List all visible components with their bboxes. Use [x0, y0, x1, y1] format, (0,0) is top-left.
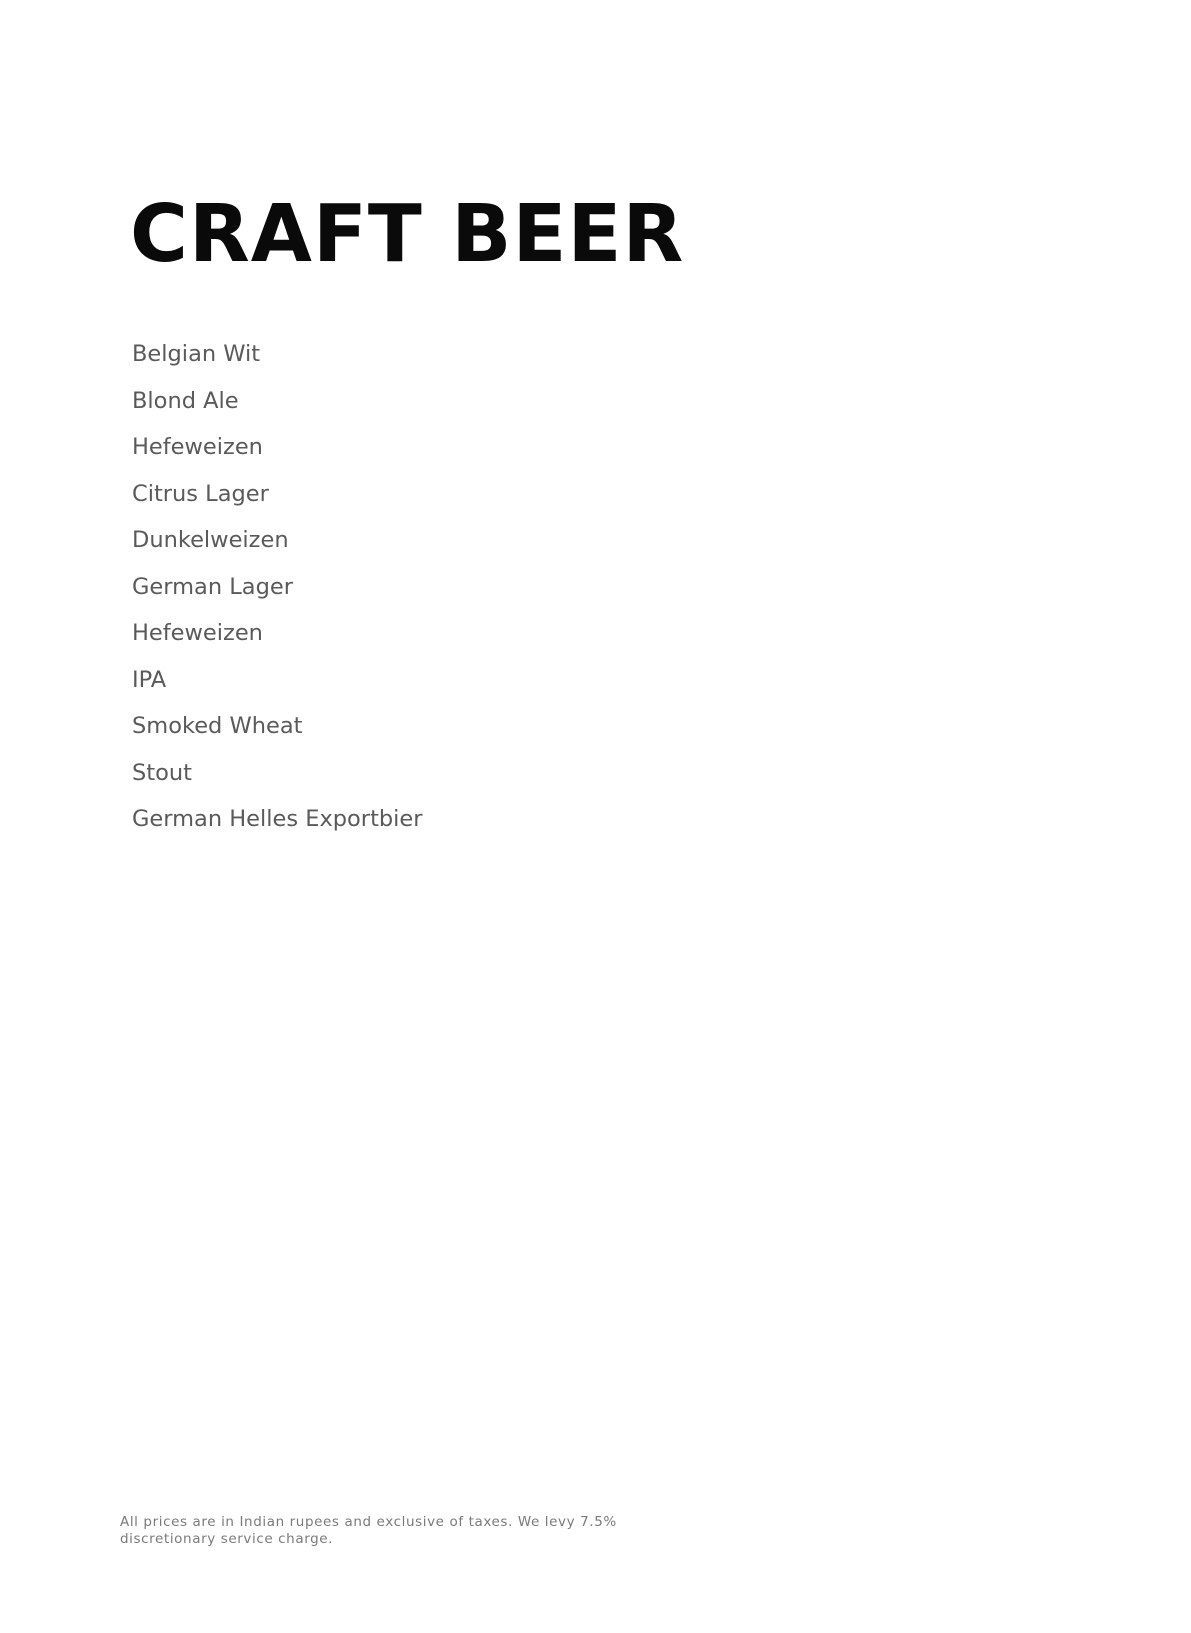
beer-item: Smoked Wheat: [132, 713, 303, 739]
beer-item: Blond Ale: [132, 387, 239, 414]
beer-item: German Lager: [132, 573, 293, 600]
footer-note: All prices are in Indian rupees and exclusive of taxes. We levy 7.5% discretionary service charge.: [120, 1514, 617, 1547]
beer-list: [132, 334, 423, 839]
beer-item: Dunkelweizen: [132, 527, 289, 553]
beer-item: Belgian Wit: [132, 341, 261, 367]
beer-item: German Helles Exportbier: [132, 806, 423, 832]
beer-item: Citrus Lager: [132, 480, 269, 507]
beer-item: Hefeweizen: [132, 620, 263, 646]
section-title: CRAFT BEER: [130, 188, 685, 280]
beer-item: Stout: [132, 759, 192, 786]
beer-item: Hefeweizen: [132, 434, 263, 460]
beer-item: IPA: [132, 666, 167, 693]
